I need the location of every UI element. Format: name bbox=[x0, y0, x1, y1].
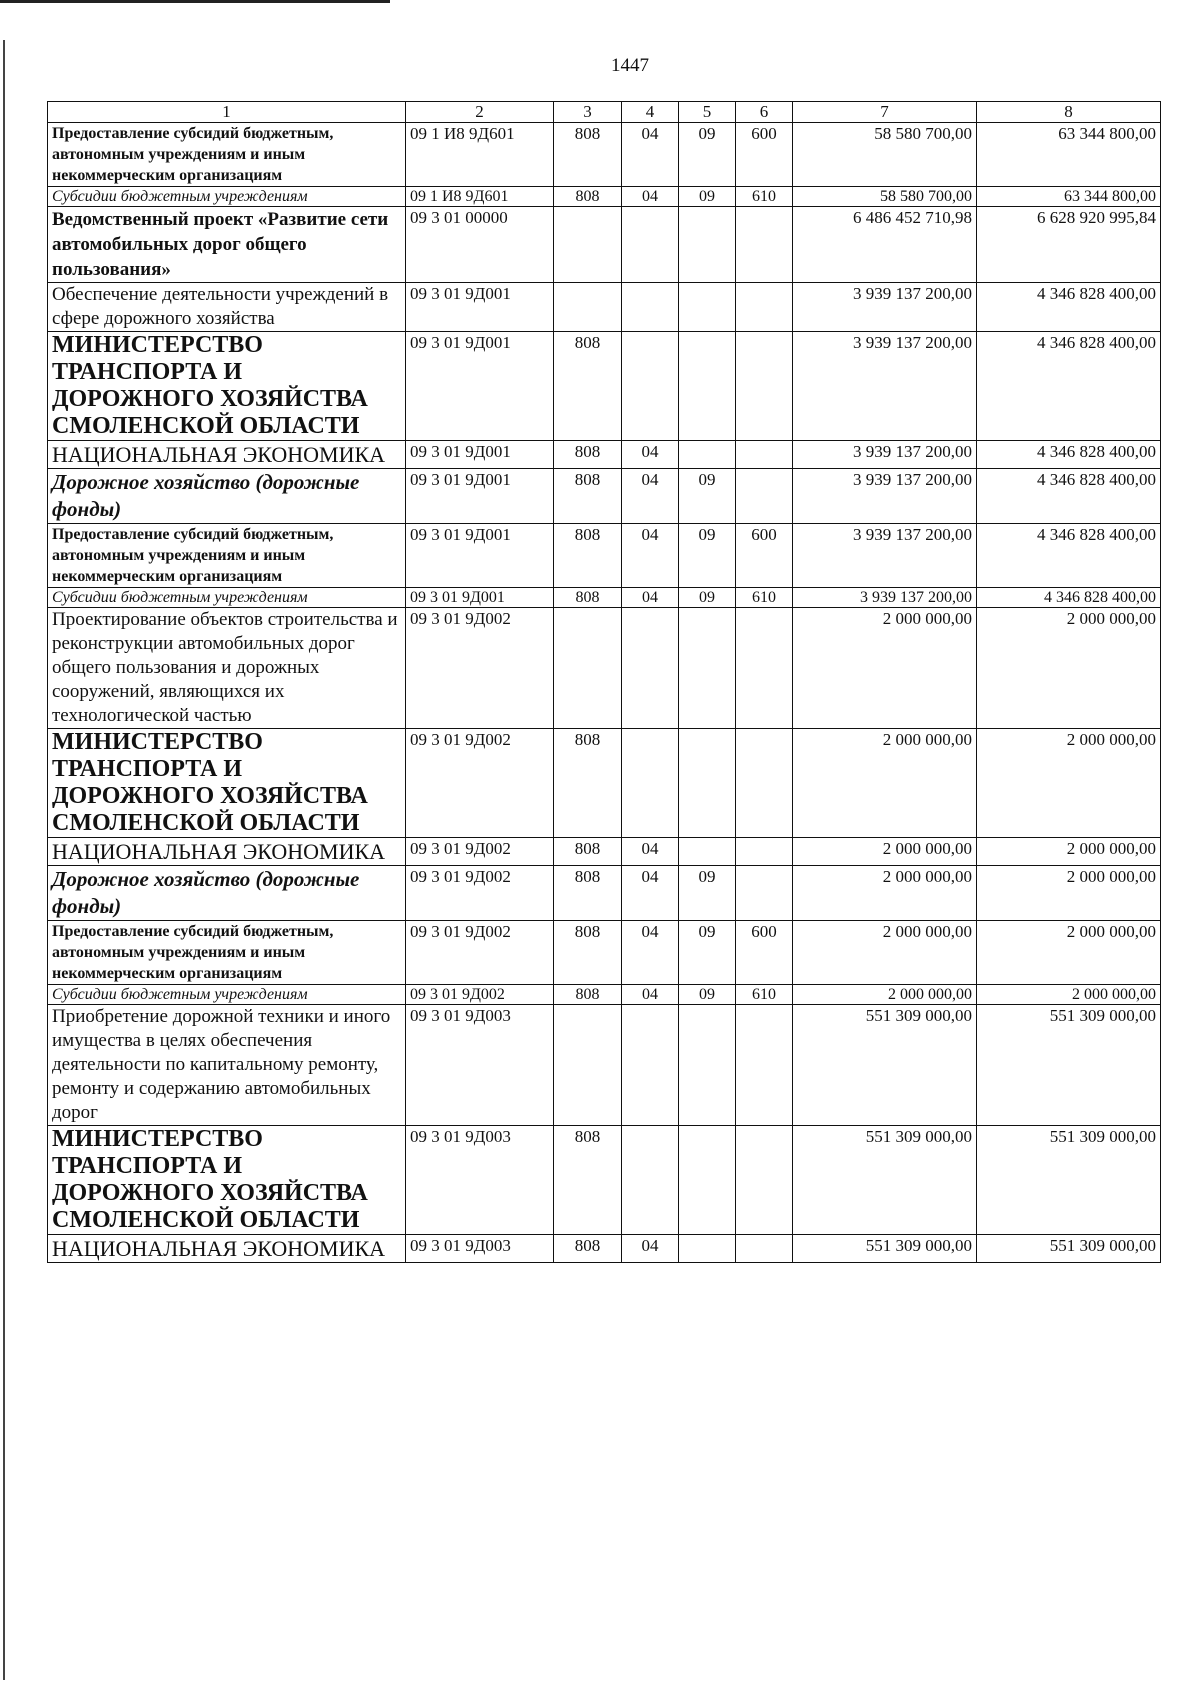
amount-year2-cell: 2 000 000,00 bbox=[977, 985, 1161, 1005]
header-cell: 5 bbox=[679, 102, 736, 123]
table-row bbox=[48, 838, 1161, 866]
administrator-code-cell: 808 bbox=[554, 985, 622, 1005]
table-row bbox=[48, 866, 1161, 921]
target-article-cell: 09 3 01 9Д001 bbox=[406, 332, 554, 441]
administrator-code-cell: 808 bbox=[554, 469, 622, 524]
target-article-cell: 09 3 01 9Д001 bbox=[406, 588, 554, 608]
scan-edge-left bbox=[3, 40, 5, 1680]
amount-year1-cell: 2 000 000,00 bbox=[793, 729, 977, 838]
section-code-cell bbox=[622, 207, 679, 283]
administrator-code-cell: 808 bbox=[554, 1126, 622, 1235]
administrator-code-cell: 808 bbox=[554, 921, 622, 985]
table-row bbox=[48, 283, 1161, 332]
administrator-code-cell bbox=[554, 207, 622, 283]
row-name-cell: Проектирование объектов строительства и реконструкции автомобильных дорог общего пользования и дорожных сооружений, являющихся их технологической частью bbox=[48, 608, 406, 729]
amount-year2-cell: 2 000 000,00 bbox=[977, 608, 1161, 729]
subsection-code-cell: 09 bbox=[679, 588, 736, 608]
expense-type-cell bbox=[736, 1126, 793, 1235]
amount-year2-cell: 4 346 828 400,00 bbox=[977, 524, 1161, 588]
subsection-code-cell bbox=[679, 1235, 736, 1263]
row-name-cell: Приобретение дорожной техники и иного имущества в целях обеспечения деятельности по капитальному ремонту, ремонту и содержанию автомобильных дорог bbox=[48, 1005, 406, 1126]
subsection-code-cell: 09 bbox=[679, 187, 736, 207]
target-article-cell: 09 3 01 9Д001 bbox=[406, 441, 554, 469]
target-article-cell: 09 3 01 9Д003 bbox=[406, 1126, 554, 1235]
expense-type-cell: 600 bbox=[736, 921, 793, 985]
administrator-code-cell: 808 bbox=[554, 332, 622, 441]
subsection-code-cell: 09 bbox=[679, 524, 736, 588]
expense-type-cell bbox=[736, 1235, 793, 1263]
administrator-code-cell: 808 bbox=[554, 729, 622, 838]
target-article-cell: 09 3 01 9Д001 bbox=[406, 283, 554, 332]
amount-year2-cell: 551 309 000,00 bbox=[977, 1126, 1161, 1235]
row-name-cell: МИНИСТЕРСТВО ТРАНСПОРТА И ДОРОЖНОГО ХОЗЯЙСТВА СМОЛЕНСКОЙ ОБЛАСТИ bbox=[48, 332, 406, 441]
expense-type-cell bbox=[736, 332, 793, 441]
amount-year1-cell: 2 000 000,00 bbox=[793, 866, 977, 921]
row-name-cell: Субсидии бюджетным учреждениям bbox=[48, 985, 406, 1005]
section-code-cell: 04 bbox=[622, 187, 679, 207]
administrator-code-cell: 808 bbox=[554, 123, 622, 187]
amount-year2-cell: 63 344 800,00 bbox=[977, 123, 1161, 187]
amount-year2-cell: 551 309 000,00 bbox=[977, 1005, 1161, 1126]
table-row bbox=[48, 187, 1161, 207]
target-article-cell: 09 3 01 9Д003 bbox=[406, 1235, 554, 1263]
table-header-row bbox=[48, 102, 1161, 123]
amount-year1-cell: 2 000 000,00 bbox=[793, 985, 977, 1005]
subsection-code-cell: 09 bbox=[679, 123, 736, 187]
subsection-code-cell bbox=[679, 441, 736, 469]
section-code-cell bbox=[622, 332, 679, 441]
scan-edge-top bbox=[0, 0, 390, 3]
table-body bbox=[48, 102, 1161, 1263]
row-name-cell: Предоставление субсидий бюджетным, автономным учреждениям и иным некоммерческим организациям bbox=[48, 921, 406, 985]
section-code-cell: 04 bbox=[622, 441, 679, 469]
table-row bbox=[48, 985, 1161, 1005]
amount-year2-cell: 2 000 000,00 bbox=[977, 729, 1161, 838]
expense-type-cell: 600 bbox=[736, 123, 793, 187]
subsection-code-cell bbox=[679, 207, 736, 283]
amount-year1-cell: 3 939 137 200,00 bbox=[793, 283, 977, 332]
amount-year1-cell: 551 309 000,00 bbox=[793, 1005, 977, 1126]
administrator-code-cell bbox=[554, 283, 622, 332]
section-code-cell bbox=[622, 1126, 679, 1235]
section-code-cell: 04 bbox=[622, 921, 679, 985]
section-code-cell bbox=[622, 1005, 679, 1126]
amount-year2-cell: 4 346 828 400,00 bbox=[977, 588, 1161, 608]
target-article-cell: 09 3 01 9Д003 bbox=[406, 1005, 554, 1126]
expense-type-cell bbox=[736, 729, 793, 838]
expense-type-cell bbox=[736, 866, 793, 921]
amount-year2-cell: 4 346 828 400,00 bbox=[977, 469, 1161, 524]
expense-type-cell bbox=[736, 838, 793, 866]
subsection-code-cell bbox=[679, 729, 736, 838]
amount-year1-cell: 3 939 137 200,00 bbox=[793, 332, 977, 441]
amount-year1-cell: 2 000 000,00 bbox=[793, 608, 977, 729]
amount-year1-cell: 2 000 000,00 bbox=[793, 838, 977, 866]
administrator-code-cell: 808 bbox=[554, 1235, 622, 1263]
amount-year1-cell: 2 000 000,00 bbox=[793, 921, 977, 985]
header-cell: 1 bbox=[48, 102, 406, 123]
expense-type-cell bbox=[736, 469, 793, 524]
administrator-code-cell: 808 bbox=[554, 838, 622, 866]
target-article-cell: 09 3 01 9Д002 bbox=[406, 866, 554, 921]
subsection-code-cell bbox=[679, 1005, 736, 1126]
row-name-cell: Субсидии бюджетным учреждениям bbox=[48, 588, 406, 608]
section-code-cell bbox=[622, 608, 679, 729]
expense-type-cell: 600 bbox=[736, 524, 793, 588]
amount-year2-cell: 2 000 000,00 bbox=[977, 838, 1161, 866]
header-cell: 6 bbox=[736, 102, 793, 123]
target-article-cell: 09 3 01 9Д002 bbox=[406, 838, 554, 866]
subsection-code-cell bbox=[679, 283, 736, 332]
section-code-cell: 04 bbox=[622, 588, 679, 608]
expense-type-cell: 610 bbox=[736, 985, 793, 1005]
header-cell: 3 bbox=[554, 102, 622, 123]
subsection-code-cell bbox=[679, 608, 736, 729]
page-number: 1447 bbox=[611, 55, 649, 76]
table-row bbox=[48, 524, 1161, 588]
subsection-code-cell: 09 bbox=[679, 921, 736, 985]
amount-year2-cell: 2 000 000,00 bbox=[977, 866, 1161, 921]
table-row bbox=[48, 469, 1161, 524]
amount-year2-cell: 6 628 920 995,84 bbox=[977, 207, 1161, 283]
table-row bbox=[48, 588, 1161, 608]
section-code-cell: 04 bbox=[622, 469, 679, 524]
amount-year1-cell: 3 939 137 200,00 bbox=[793, 524, 977, 588]
subsection-code-cell: 09 bbox=[679, 985, 736, 1005]
table-row bbox=[48, 207, 1161, 283]
amount-year1-cell: 58 580 700,00 bbox=[793, 123, 977, 187]
target-article-cell: 09 1 И8 9Д601 bbox=[406, 123, 554, 187]
amount-year2-cell: 4 346 828 400,00 bbox=[977, 441, 1161, 469]
row-name-cell: Предоставление субсидий бюджетным, автономным учреждениям и иным некоммерческим организациям bbox=[48, 524, 406, 588]
subsection-code-cell bbox=[679, 1126, 736, 1235]
subsection-code-cell bbox=[679, 838, 736, 866]
administrator-code-cell: 808 bbox=[554, 187, 622, 207]
section-code-cell: 04 bbox=[622, 985, 679, 1005]
table-row bbox=[48, 1005, 1161, 1126]
row-name-cell: МИНИСТЕРСТВО ТРАНСПОРТА И ДОРОЖНОГО ХОЗЯЙСТВА СМОЛЕНСКОЙ ОБЛАСТИ bbox=[48, 729, 406, 838]
header-cell: 7 bbox=[793, 102, 977, 123]
amount-year2-cell: 4 346 828 400,00 bbox=[977, 332, 1161, 441]
header-cell: 4 bbox=[622, 102, 679, 123]
row-name-cell: Предоставление субсидий бюджетным, автономным учреждениям и иным некоммерческим организациям bbox=[48, 123, 406, 187]
administrator-code-cell bbox=[554, 608, 622, 729]
row-name-cell: Субсидии бюджетным учреждениям bbox=[48, 187, 406, 207]
amount-year1-cell: 551 309 000,00 bbox=[793, 1126, 977, 1235]
table-row bbox=[48, 1235, 1161, 1263]
row-name-cell: НАЦИОНАЛЬНАЯ ЭКОНОМИКА bbox=[48, 1235, 406, 1263]
amount-year2-cell: 551 309 000,00 bbox=[977, 1235, 1161, 1263]
budget-table bbox=[47, 101, 1161, 1263]
amount-year1-cell: 3 939 137 200,00 bbox=[793, 588, 977, 608]
row-name-cell: МИНИСТЕРСТВО ТРАНСПОРТА И ДОРОЖНОГО ХОЗЯЙСТВА СМОЛЕНСКОЙ ОБЛАСТИ bbox=[48, 1126, 406, 1235]
target-article-cell: 09 3 01 9Д002 bbox=[406, 921, 554, 985]
target-article-cell: 09 3 01 00000 bbox=[406, 207, 554, 283]
amount-year1-cell: 6 486 452 710,98 bbox=[793, 207, 977, 283]
row-name-cell: НАЦИОНАЛЬНАЯ ЭКОНОМИКА bbox=[48, 441, 406, 469]
expense-type-cell bbox=[736, 283, 793, 332]
amount-year1-cell: 58 580 700,00 bbox=[793, 187, 977, 207]
expense-type-cell: 610 bbox=[736, 187, 793, 207]
amount-year2-cell: 63 344 800,00 bbox=[977, 187, 1161, 207]
table-row bbox=[48, 441, 1161, 469]
table-row bbox=[48, 921, 1161, 985]
amount-year2-cell: 4 346 828 400,00 bbox=[977, 283, 1161, 332]
target-article-cell: 09 3 01 9Д002 bbox=[406, 985, 554, 1005]
row-name-cell: НАЦИОНАЛЬНАЯ ЭКОНОМИКА bbox=[48, 838, 406, 866]
subsection-code-cell: 09 bbox=[679, 469, 736, 524]
section-code-cell: 04 bbox=[622, 1235, 679, 1263]
target-article-cell: 09 3 01 9Д002 bbox=[406, 729, 554, 838]
expense-type-cell bbox=[736, 207, 793, 283]
table-row bbox=[48, 729, 1161, 838]
section-code-cell: 04 bbox=[622, 866, 679, 921]
amount-year2-cell: 2 000 000,00 bbox=[977, 921, 1161, 985]
header-cell: 2 bbox=[406, 102, 554, 123]
administrator-code-cell: 808 bbox=[554, 524, 622, 588]
table-row bbox=[48, 332, 1161, 441]
target-article-cell: 09 1 И8 9Д601 bbox=[406, 187, 554, 207]
administrator-code-cell: 808 bbox=[554, 866, 622, 921]
row-name-cell: Обеспечение деятельности учреждений в сфере дорожного хозяйства bbox=[48, 283, 406, 332]
table-row bbox=[48, 1126, 1161, 1235]
row-name-cell: Дорожное хозяйство (дорожные фонды) bbox=[48, 469, 406, 524]
row-name-cell: Дорожное хозяйство (дорожные фонды) bbox=[48, 866, 406, 921]
target-article-cell: 09 3 01 9Д001 bbox=[406, 469, 554, 524]
expense-type-cell: 610 bbox=[736, 588, 793, 608]
amount-year1-cell: 3 939 137 200,00 bbox=[793, 441, 977, 469]
row-name-cell: Ведомственный проект «Развитие сети автомобильных дорог общего пользования» bbox=[48, 207, 406, 283]
table-row bbox=[48, 608, 1161, 729]
amount-year1-cell: 3 939 137 200,00 bbox=[793, 469, 977, 524]
subsection-code-cell: 09 bbox=[679, 866, 736, 921]
amount-year1-cell: 551 309 000,00 bbox=[793, 1235, 977, 1263]
section-code-cell bbox=[622, 729, 679, 838]
section-code-cell: 04 bbox=[622, 123, 679, 187]
header-cell: 8 bbox=[977, 102, 1161, 123]
expense-type-cell bbox=[736, 441, 793, 469]
section-code-cell bbox=[622, 283, 679, 332]
section-code-cell: 04 bbox=[622, 524, 679, 588]
target-article-cell: 09 3 01 9Д001 bbox=[406, 524, 554, 588]
section-code-cell: 04 bbox=[622, 838, 679, 866]
target-article-cell: 09 3 01 9Д002 bbox=[406, 608, 554, 729]
subsection-code-cell bbox=[679, 332, 736, 441]
administrator-code-cell bbox=[554, 1005, 622, 1126]
administrator-code-cell: 808 bbox=[554, 588, 622, 608]
table-row bbox=[48, 123, 1161, 187]
expense-type-cell bbox=[736, 1005, 793, 1126]
expense-type-cell bbox=[736, 608, 793, 729]
administrator-code-cell: 808 bbox=[554, 441, 622, 469]
